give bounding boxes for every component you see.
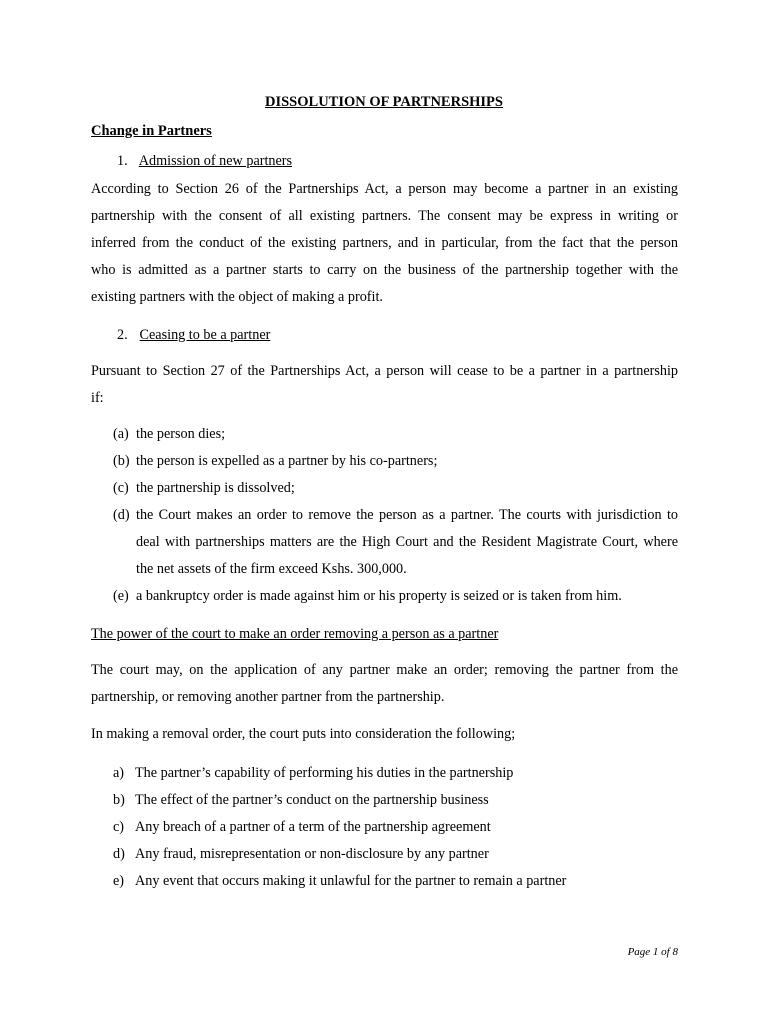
paragraph-line: who is admitted as a partner starts to carry on the business of the partnership together with the <box>91 262 678 278</box>
document-title: DISSOLUTION OF PARTNERSHIPS <box>265 94 503 110</box>
list-item-text: The effect of the partner’s conduct on the partnership business <box>135 792 489 808</box>
list-item <box>113 760 678 787</box>
list-marker: (d) <box>113 507 130 523</box>
list-item <box>113 841 678 868</box>
paragraph-line: existing partners with the object of making a profit. <box>91 289 383 305</box>
list-marker: (e) <box>113 588 129 604</box>
list-item-text: Any event that occurs making it unlawful for the partner to remain a partner <box>135 873 567 889</box>
numbered-item-2 <box>117 327 270 344</box>
item-number: 2. <box>117 327 128 343</box>
list-item-text: the person is expelled as a partner by his co-partners; <box>136 453 438 469</box>
list-marker: c) <box>113 819 125 835</box>
paragraph-admission <box>91 176 678 311</box>
list-item <box>113 475 678 502</box>
list-marker: b) <box>113 792 125 808</box>
list-item <box>113 787 678 814</box>
list-item-text: Any fraud, misrepresentation or non-disclosure by any partner <box>135 846 489 862</box>
list-item-text: the Court makes an order to remove the person as a partner. The courts with jurisdiction to <box>136 507 678 523</box>
power-heading: The power of the court to make an order removing a person as a partner <box>91 626 499 642</box>
paragraph-line: In making a removal order, the court puts into consideration the following; <box>91 726 516 742</box>
list-marker: (a) <box>113 426 129 442</box>
paragraph-line: partnership with the consent of all existing partners. The consent may be express in writing or <box>91 208 678 224</box>
page-number: Page 1 of 8 <box>627 946 678 958</box>
list-item <box>113 421 678 448</box>
paragraph-line: inferred from the conduct of the existing partners, and in particular, from the fact that the person <box>91 235 678 251</box>
paragraph-line: partnership, or removing another partner from the partnership. <box>91 689 445 705</box>
list-item-text: Any breach of a partner of a term of the partnership agreement <box>135 819 491 835</box>
list-item-text: the person dies; <box>136 426 226 442</box>
paragraph-court-power <box>91 657 678 711</box>
paragraph-line: According to Section 26 of the Partnerships Act, a person may become a partner in an existing <box>91 181 678 197</box>
numbered-item-1 <box>117 153 292 170</box>
list-marker: e) <box>113 873 125 889</box>
list-item <box>113 814 678 841</box>
list-item-text: The partner’s capability of performing his duties in the partnership <box>135 765 514 781</box>
list-item-text: deal with partnerships matters are the High Court and the Resident Magistrate Court, where <box>136 534 678 550</box>
paragraph-removal-order <box>91 721 678 748</box>
item-number: 1. <box>117 153 128 169</box>
list-marker: a) <box>113 765 125 781</box>
section-heading: Change in Partners <box>91 123 212 139</box>
list-item <box>113 448 678 475</box>
list-marker: (b) <box>113 453 130 469</box>
list-item-text: the net assets of the firm exceed Kshs. 300,000. <box>136 561 407 577</box>
paragraph-line: The court may, on the application of any partner make an order; removing the partner from the <box>91 662 678 678</box>
consideration-list <box>113 760 678 895</box>
list-item-text: the partnership is dissolved; <box>136 480 295 496</box>
paragraph-ceasing <box>91 358 678 412</box>
paragraph-line: if: <box>91 390 104 406</box>
list-item <box>113 502 678 583</box>
list-marker: d) <box>113 846 125 862</box>
item-label: Ceasing to be a partner <box>139 327 271 343</box>
paragraph-line: Pursuant to Section 27 of the Partnerships Act, a person will cease to be a partner in a partnership <box>91 363 678 379</box>
list-item-text: a bankruptcy order is made against him or his property is seized or is taken from him. <box>136 588 622 604</box>
item-label: Admission of new partners <box>138 153 293 169</box>
list-item <box>113 583 678 610</box>
list-marker: (c) <box>113 480 129 496</box>
cease-list <box>113 421 678 610</box>
list-item <box>113 868 678 895</box>
